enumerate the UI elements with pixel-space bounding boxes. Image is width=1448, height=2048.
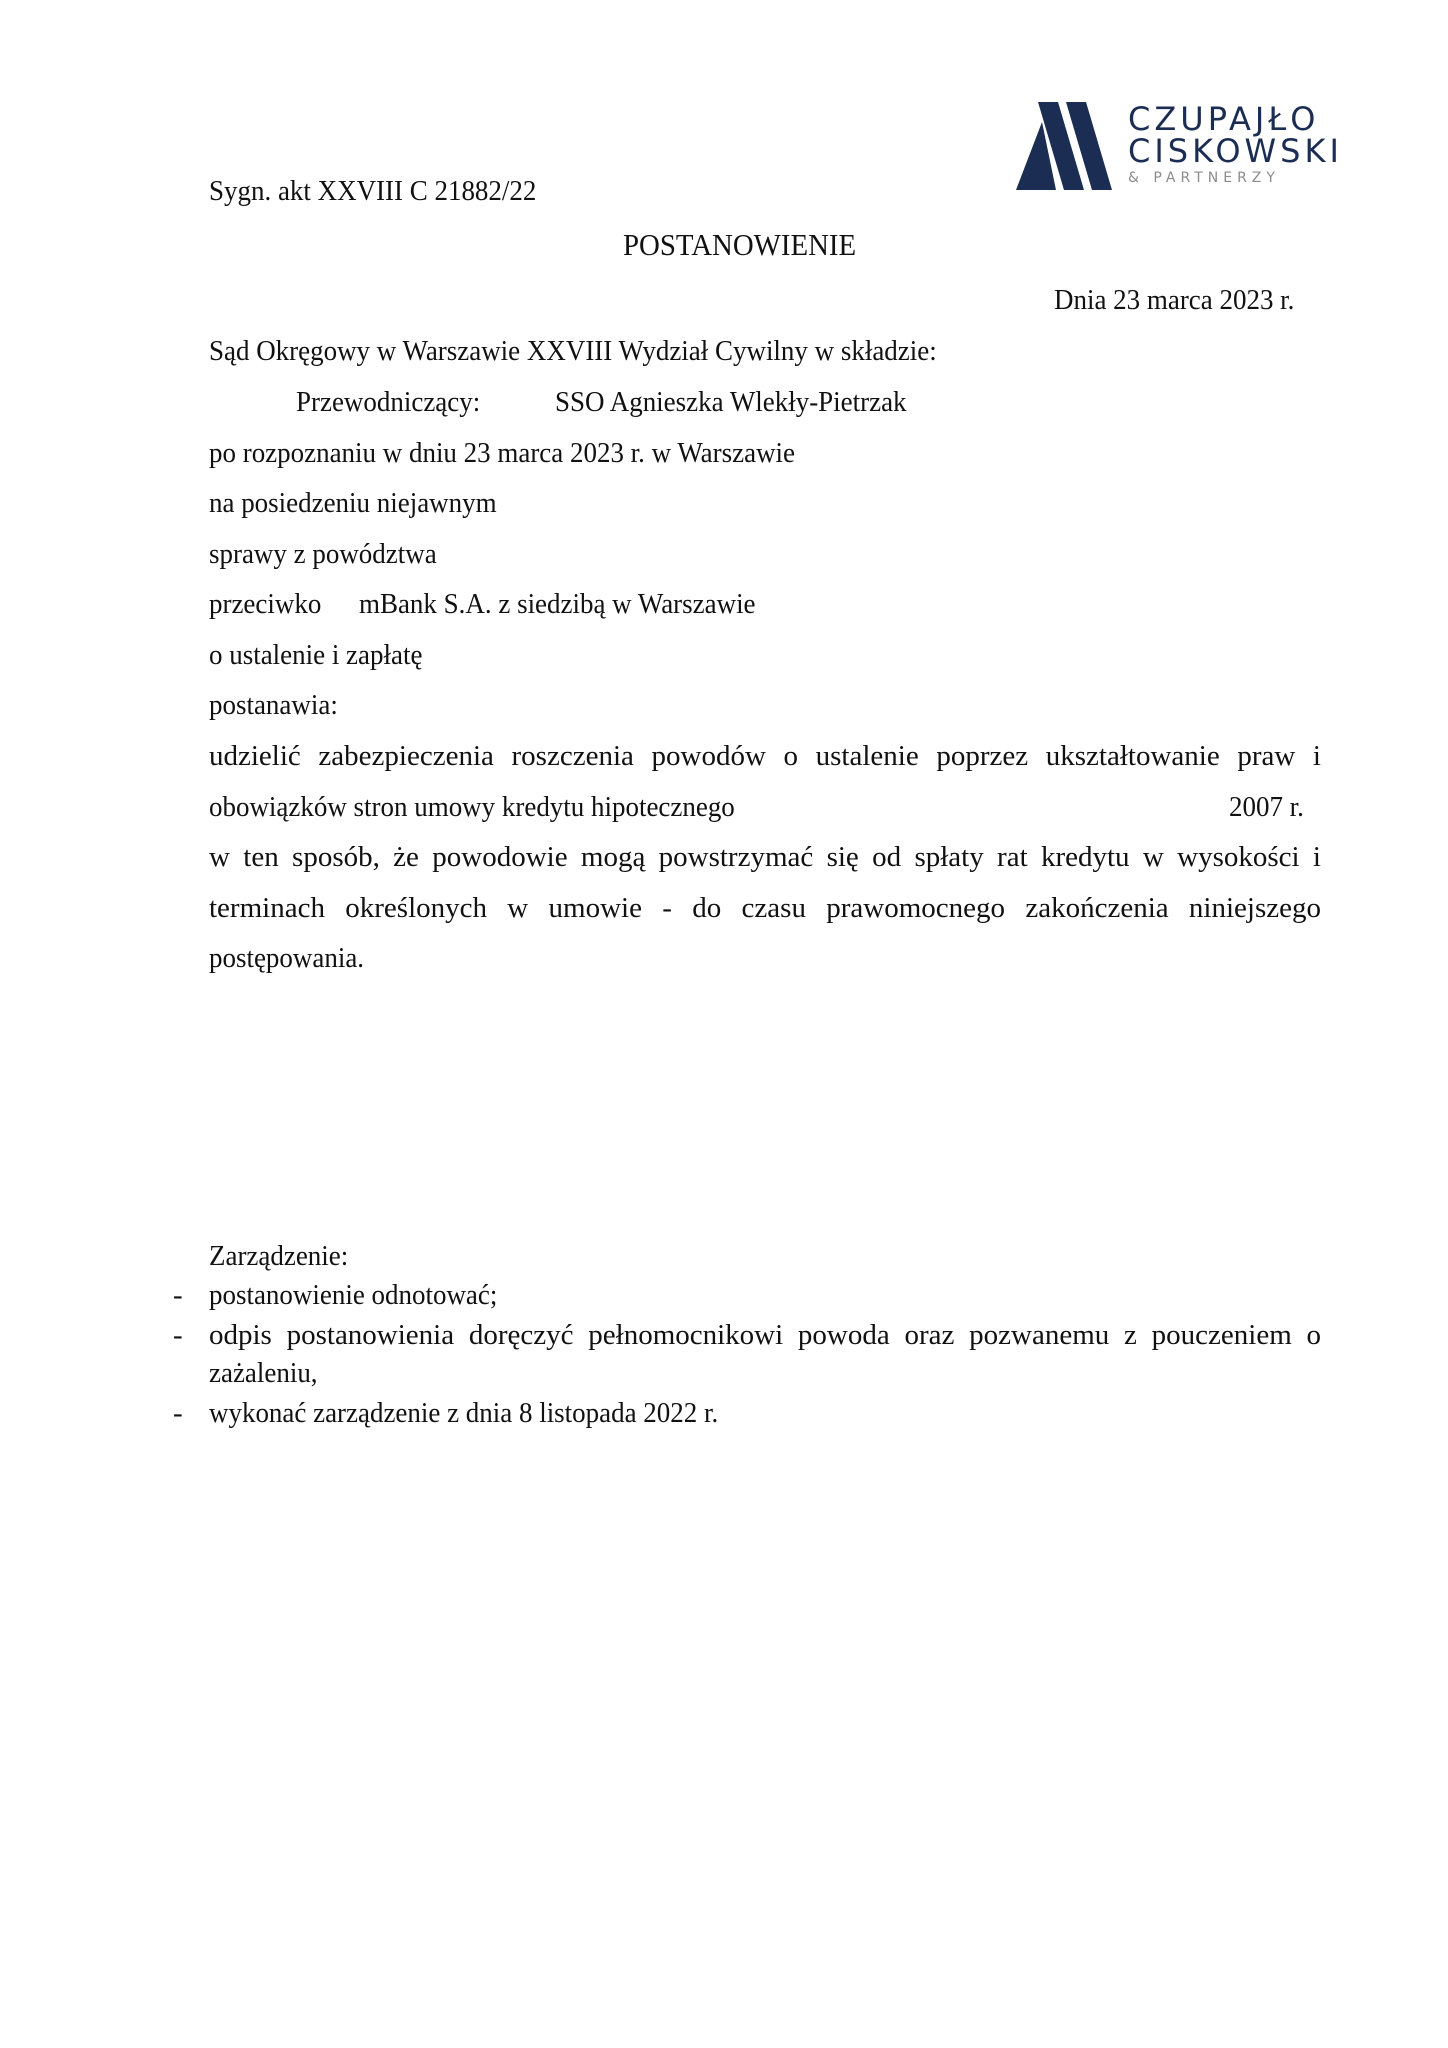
order-heading: Zarządzenie: bbox=[209, 1240, 349, 1272]
presiding-judge: SSO Agnieszka Wlekły-Pietrzak bbox=[555, 386, 907, 418]
order-item: wykonać zarządzenie z dnia 8 listopada 2022 r. bbox=[209, 1397, 719, 1429]
ruling-line-4: terminach określonych w umowie - do czasu prawomocnego zakończenia niniejszego bbox=[209, 892, 1321, 924]
ruling-line-2: obowiązków stron umowy kredytu hipotecznego bbox=[209, 791, 735, 823]
case-subject: o ustalenie i zapłatę bbox=[209, 639, 423, 671]
against-label: przeciwko bbox=[209, 588, 322, 620]
bullet-dash: - bbox=[173, 1279, 183, 1311]
bullet-dash: - bbox=[173, 1319, 183, 1351]
bullet-dash: - bbox=[173, 1397, 183, 1429]
order-item-continued: zażaleniu, bbox=[209, 1357, 318, 1389]
ruling-line-1: udzielić zabezpieczenia roszczenia powodów o ustalenie poprzez ukształtowanie praw i bbox=[209, 740, 1321, 772]
session-type: na posiedzeniu niejawnym bbox=[209, 487, 497, 519]
ruling-line-3: w ten sposób, że powodowie mogą powstrzymać się od spłaty rat kredytu w wysokości i bbox=[209, 841, 1321, 873]
document-title: POSTANOWIENIE bbox=[623, 227, 857, 262]
ruling-line-5: postępowania. bbox=[209, 942, 365, 974]
hearing-info: po rozpoznaniu w dniu 23 marca 2023 r. w Warszawie bbox=[209, 437, 796, 469]
logo-line-1: CZUPAJŁO bbox=[1128, 100, 1320, 138]
case-from: sprawy z powództwa bbox=[209, 538, 437, 570]
logo-line-3: & PARTNERZY bbox=[1128, 170, 1280, 186]
ruling-line-2-year: 2007 r. bbox=[1229, 791, 1304, 823]
order-item: postanowienie odnotować; bbox=[209, 1279, 498, 1311]
document-date: Dnia 23 marca 2023 r. bbox=[1054, 284, 1295, 316]
defendant: mBank S.A. z siedzibą w Warszawie bbox=[359, 588, 756, 620]
logo-line-2: CISKOWSKI bbox=[1128, 132, 1343, 170]
case-number: Sygn. akt XXVIII C 21882/22 bbox=[209, 175, 537, 207]
decides-label: postanawia: bbox=[209, 689, 338, 721]
order-item: odpis postanowienia doręczyć pełnomocnikowi powoda oraz pozwanemu z pouczeniem o bbox=[209, 1319, 1321, 1351]
presiding-label: Przewodniczący: bbox=[296, 386, 481, 418]
court-composition: Sąd Okręgowy w Warszawie XXVIII Wydział Cywilny w składzie: bbox=[209, 335, 937, 367]
